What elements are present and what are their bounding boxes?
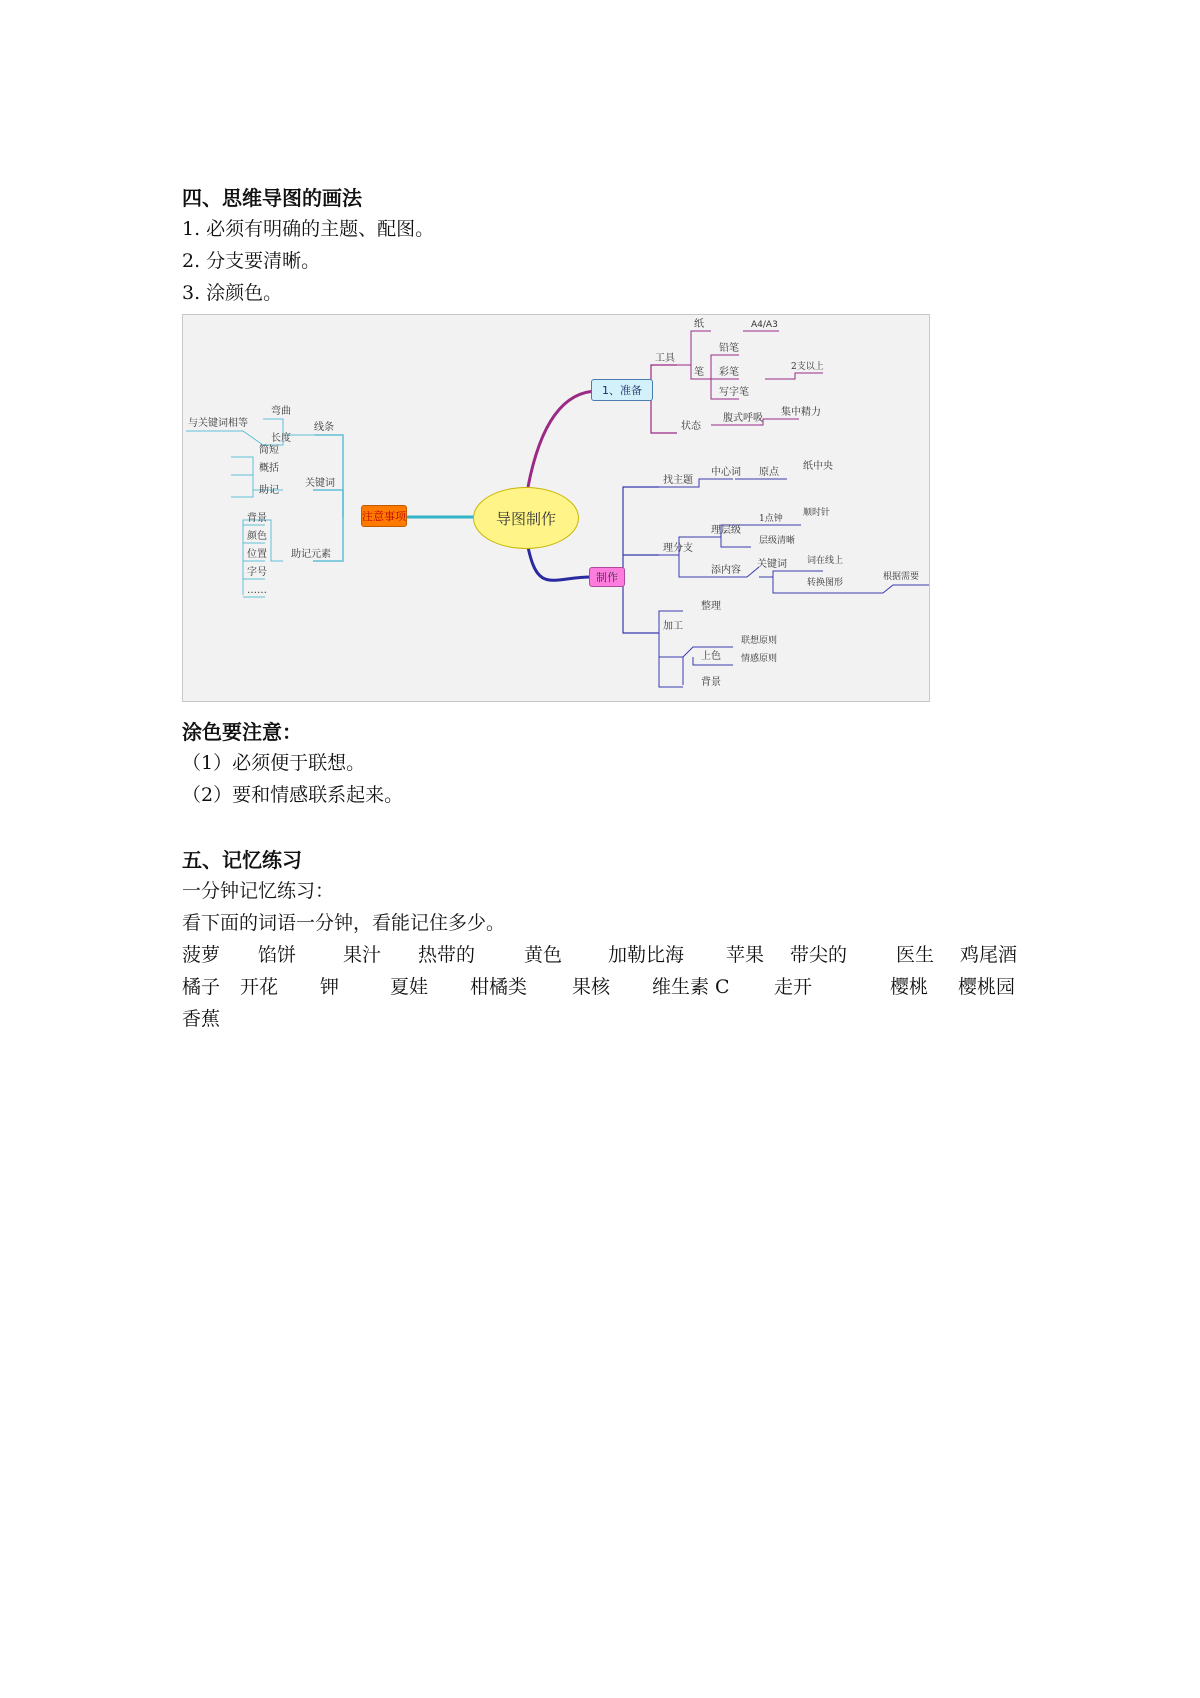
mm-label: 长度 [271, 433, 291, 444]
mm-label: 关键词 [757, 559, 787, 570]
mm-label: 纸中央 [803, 461, 833, 472]
mind-map-make-node: 制作 [589, 567, 625, 587]
mm-label: 整理 [701, 601, 721, 612]
mm-label: 找主题 [663, 475, 693, 486]
word-item: 香蕉 [182, 1008, 221, 1030]
word-item: 开花 [240, 976, 279, 998]
mm-label: 原点 [759, 467, 779, 478]
list-item: 2. 分支要清晰。 [182, 250, 321, 272]
word-item: 维生素 C [652, 976, 730, 998]
mind-map-prep-node: 1、准备 [591, 379, 653, 401]
list-item: 3. 涂颜色。 [182, 282, 283, 304]
mm-label: …… [247, 585, 267, 596]
mm-label: 顺时针 [803, 508, 831, 518]
word-item: 带尖的 [790, 944, 848, 966]
mm-label: 2支以上 [791, 362, 824, 372]
mm-label: 弯曲 [271, 406, 291, 417]
mm-label: 与关键词相等 [188, 418, 248, 429]
word-item: 橘子 [182, 976, 221, 998]
mm-label: A4/A3 [751, 320, 778, 330]
mm-label: 1点钟 [759, 514, 783, 524]
mm-label: 工具 [655, 353, 675, 364]
word-item: 柑橘类 [470, 976, 528, 998]
mm-label: 集中精力 [781, 407, 821, 418]
section-heading: 四、思维导图的画法 [182, 186, 362, 210]
list-item: （1）必须便于联想。 [182, 752, 366, 774]
word-item: 果核 [572, 976, 611, 998]
mm-label: 转换图形 [807, 578, 844, 588]
mm-label: 上色 [701, 651, 721, 662]
mm-label: 词在线上 [807, 556, 844, 566]
mm-label: 背景 [701, 677, 721, 688]
list-item: （2）要和情感联系起来。 [182, 784, 404, 806]
word-item: 走开 [774, 976, 813, 998]
mm-label: 纸 [694, 319, 704, 330]
mm-label: 中心词 [711, 467, 741, 478]
mm-label: 简短 [259, 445, 279, 456]
paragraph: 看下面的词语一分钟，看能记住多少。 [182, 912, 506, 934]
word-item: 樱桃园 [958, 976, 1016, 998]
mm-label: 位置 [247, 549, 267, 560]
word-item: 苹果 [726, 944, 765, 966]
word-item: 樱桃 [890, 976, 929, 998]
mind-map-figure [182, 314, 930, 702]
mm-label: 关键词 [305, 478, 335, 489]
mind-map-left-root: 注意事项 [361, 505, 407, 527]
mm-label: 理分支 [663, 543, 693, 554]
word-item: 夏娃 [390, 976, 429, 998]
word-item: 加勒比海 [608, 944, 685, 966]
mm-label: 助记 [259, 485, 279, 496]
word-item: 鸡尾酒 [960, 944, 1018, 966]
mm-label: 情感原则 [741, 654, 778, 664]
list-item: 1. 必须有明确的主题、配图。 [182, 218, 435, 240]
mm-label: 腹式呼吸 [723, 413, 763, 424]
word-item: 热带的 [418, 944, 476, 966]
mm-label: 写字笔 [719, 387, 749, 398]
word-item: 医生 [896, 944, 935, 966]
mm-label: 根据需要 [883, 572, 920, 582]
mm-label: 概括 [259, 463, 279, 474]
word-item: 果汁 [343, 944, 382, 966]
word-item: 钾 [320, 976, 340, 998]
mm-label: 加工 [663, 621, 683, 632]
word-item: 馅饼 [258, 944, 297, 966]
word-item: 菠萝 [182, 944, 221, 966]
mm-label: 助记元素 [291, 549, 331, 560]
mm-label: 添内容 [711, 565, 741, 576]
mm-label: 颜色 [247, 531, 267, 542]
subsection-heading: 涂色要注意： [182, 720, 302, 744]
word-item: 黄色 [524, 944, 563, 966]
mm-label: 铅笔 [719, 343, 739, 354]
mm-label: 背景 [247, 513, 267, 524]
section-heading: 五、记忆练习 [182, 848, 302, 872]
mm-label: 字号 [247, 567, 267, 578]
mm-label: 状态 [681, 421, 701, 432]
mm-label: 联想原则 [741, 636, 778, 646]
mm-label: 理层级 [711, 525, 741, 536]
mm-label: 层级清晰 [759, 536, 796, 546]
mm-label: 笔 [694, 367, 704, 378]
paragraph: 一分钟记忆练习： [182, 880, 335, 902]
mind-map-center-node: 导图制作 [473, 487, 579, 549]
mm-label: 线条 [314, 422, 334, 433]
mm-label: 彩笔 [719, 367, 739, 378]
